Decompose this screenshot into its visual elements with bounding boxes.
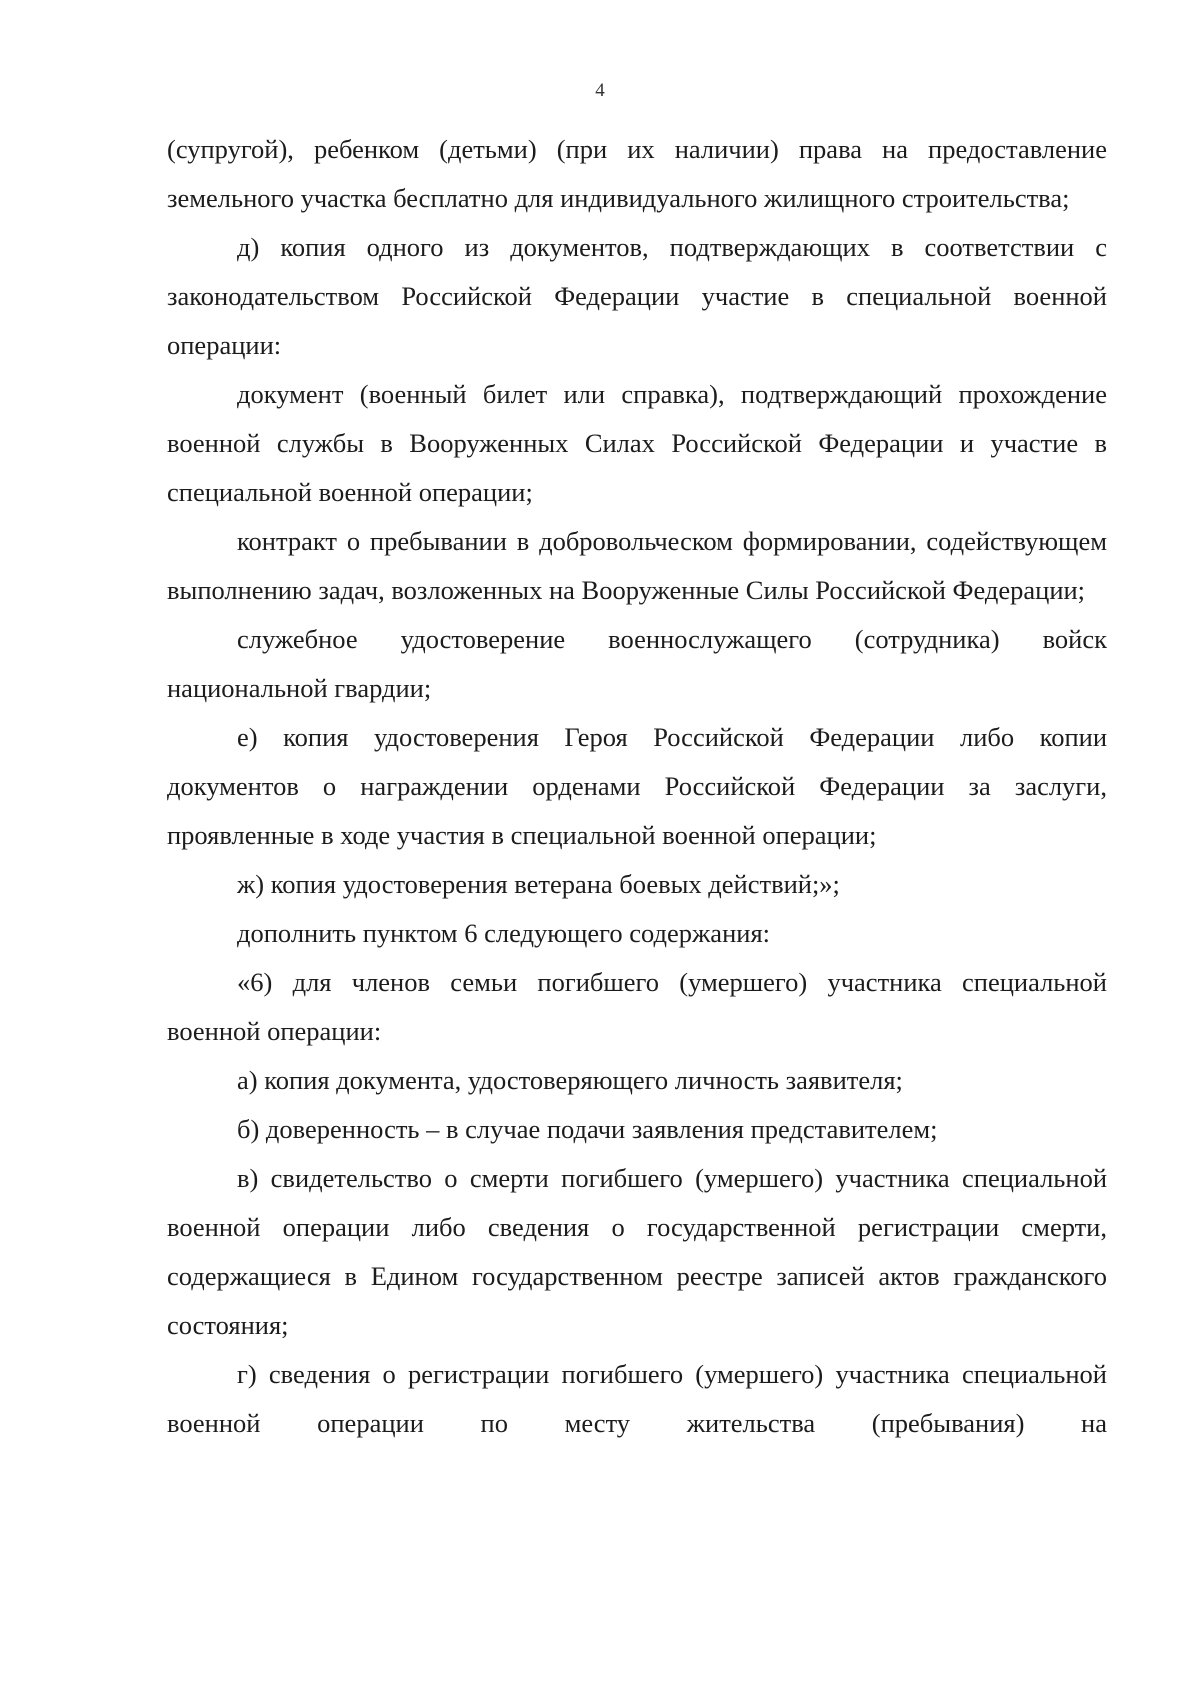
paragraph-item-b: б) доверенность – в случае подачи заявления представителем;: [237, 1114, 938, 1144]
document-body: [167, 125, 1107, 1448]
paragraph-item-zh: ж) копия удостоверения ветерана боевых действий;»;: [237, 869, 840, 899]
paragraph-volunteer-contract: контракт о пребывании в добровольческом формировании, содействующем выполнению задач, возложенных на Вооруженные Силы Российской Федерации;: [167, 526, 1107, 605]
paragraph-guard-certificate: служебное удостоверение военнослужащего (сотрудника) войск национальной гвардии;: [167, 624, 1107, 703]
paragraph-item-d: д) копия одного из документов, подтверждающих в соответствии с законодательством Российской Федерации участие в специальной военной операции:: [167, 232, 1107, 360]
page-number: 4: [595, 80, 605, 101]
paragraph-item-a: а) копия документа, удостоверяющего личность заявителя;: [237, 1065, 903, 1095]
paragraph-item-v: в) свидетельство о смерти погибшего (умершего) участника специальной военной операции либо сведения о государственной регистрации смерти, содержащиеся в Едином государственном реестре записей актов гражданского состояния;: [167, 1163, 1107, 1340]
paragraph-point-6: «6) для членов семьи погибшего (умершего) участника специальной военной операции:: [167, 967, 1107, 1046]
paragraph-add-point-6: дополнить пунктом 6 следующего содержания:: [237, 918, 770, 948]
paragraph-item-g: г) сведения о регистрации погибшего (умершего) участника специальной военной операции по месту жительства (пребывания) на: [167, 1359, 1107, 1438]
paragraph-continuation: (супругой), ребенком (детьми) (при их наличии) права на предоставление земельного участка бесплатно для индивидуального жилищного строительства;: [167, 134, 1107, 213]
paragraph-item-e: е) копия удостоверения Героя Российской Федерации либо копии документов о награждении орденами Российской Федерации за заслуги, проявленные в ходе участия в специальной военной операции;: [167, 722, 1107, 850]
paragraph-military-id: документ (военный билет или справка), подтверждающий прохождение военной службы в Вооруженных Силах Российской Федерации и участие в специальной военной операции;: [167, 379, 1107, 507]
